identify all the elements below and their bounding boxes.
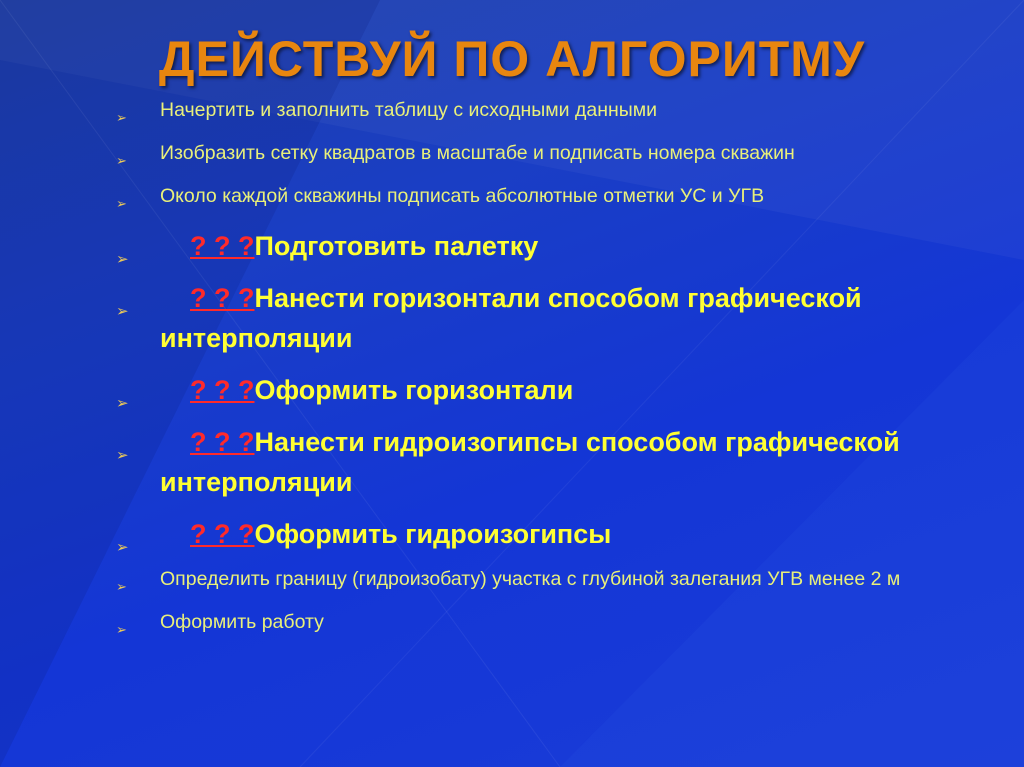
step-text: Определить границу (гидроизобату) участка с глубиной залегания УГВ менее 2 м xyxy=(160,568,901,590)
arrow-bullet-icon: ➢ xyxy=(116,153,127,168)
step-text: Оформить работу xyxy=(160,611,324,633)
list-item xyxy=(116,514,996,554)
list-item xyxy=(116,370,996,410)
list-item xyxy=(116,609,996,636)
step-text: Изобразить сетку квадратов в масштабе и подписать номера скважин xyxy=(160,142,795,164)
question-marks: ? ? ? xyxy=(190,283,255,313)
step-text: Оформить гидроизогипсы xyxy=(254,519,612,549)
algorithm-steps-list xyxy=(116,97,996,652)
list-item xyxy=(116,566,996,593)
arrow-bullet-icon: ➢ xyxy=(116,110,127,125)
list-item xyxy=(116,97,996,124)
question-marks: ? ? ? xyxy=(190,519,255,549)
question-marks: ? ? ? xyxy=(190,427,255,457)
step-text: Подготовить палетку xyxy=(254,231,539,261)
arrow-bullet-icon: ➢ xyxy=(116,251,129,268)
arrow-bullet-icon: ➢ xyxy=(116,539,129,556)
arrow-bullet-icon: ➢ xyxy=(116,395,129,412)
step-text: Около каждой скважины подписать абсолютные отметки УС и УГВ xyxy=(160,185,765,207)
step-text: Оформить горизонтали xyxy=(254,375,574,405)
arrow-bullet-icon: ➢ xyxy=(116,196,127,211)
list-item xyxy=(116,278,996,358)
arrow-bullet-icon: ➢ xyxy=(116,622,127,637)
step-text: Нанести горизонтали способом графической интерполяции xyxy=(160,283,862,353)
slide-title: ДЕЙСТВУЙ ПО АЛГОРИТМУ xyxy=(158,31,866,87)
list-item xyxy=(116,140,996,167)
question-marks: ? ? ? xyxy=(190,375,255,405)
list-item xyxy=(116,226,996,266)
arrow-bullet-icon: ➢ xyxy=(116,579,127,594)
list-item xyxy=(116,183,996,210)
step-text: Нанести гидроизогипсы способом графической интерполяции xyxy=(160,427,900,497)
list-item xyxy=(116,422,996,502)
arrow-bullet-icon: ➢ xyxy=(116,303,129,320)
question-marks: ? ? ? xyxy=(190,231,255,261)
arrow-bullet-icon: ➢ xyxy=(116,447,129,464)
step-text: Начертить и заполнить таблицу с исходными данными xyxy=(160,99,658,121)
